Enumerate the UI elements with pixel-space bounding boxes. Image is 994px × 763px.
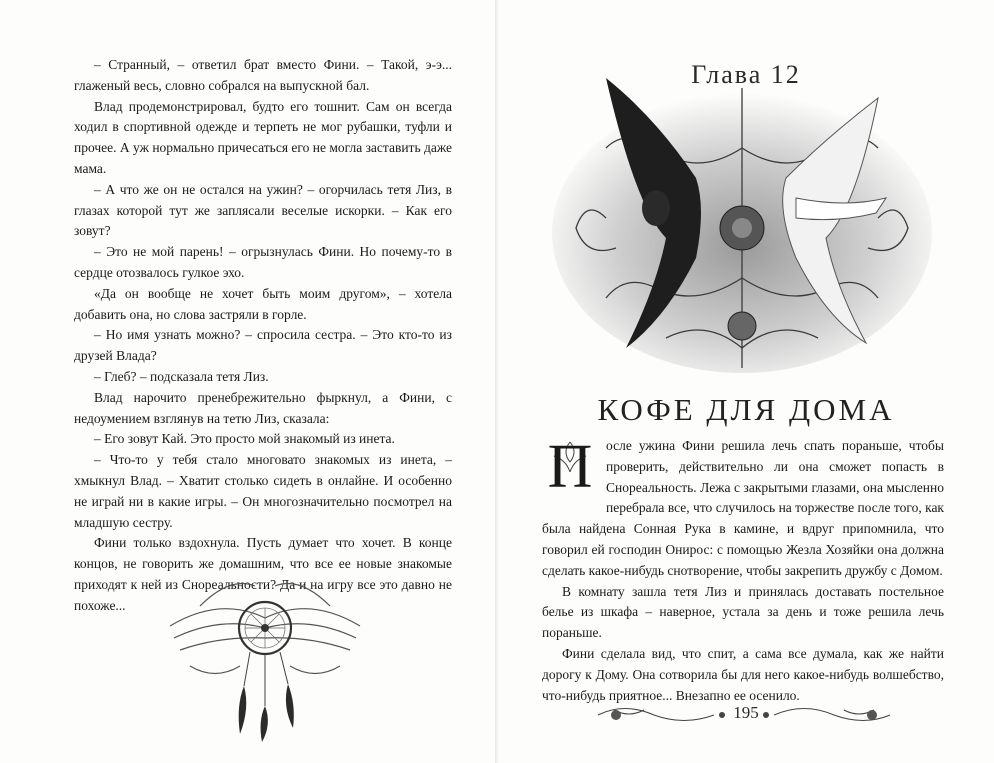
chapter-label: Глава 12 — [691, 60, 801, 89]
right-page-text — [542, 433, 944, 706]
paragraph: – А что же он не остался на ужин? – огорчилась тетя Лиз, в глазах которой тут же заплясали веселые искорки. – Как его зовут? — [74, 181, 452, 239]
first-paragraph — [542, 433, 944, 582]
paragraph: Фини сделала вид, что спит, а сама все думала, как же найти дорогу к Дому. Она сотворила бы для него какое-нибудь волшебство, что-нибудь приятное... Внезапно ее осенило. — [542, 645, 944, 703]
birds-and-flowers-illustration — [546, 58, 938, 376]
paragraph: – Странный, – ответил брат вместо Фини. – Такой, э-э... глаженый весь, словно собрался на выпускной бал. — [74, 57, 452, 93]
left-page — [0, 0, 496, 763]
paragraph: – Что-то у тебя стало многовато знакомых из инета, – хмыкнул Влад. – Хватит столько сидеть в онлайне. И особенно не играй ни в какие игры. – Он многозначительно посмотрел на младшую сестру. — [74, 452, 452, 530]
paragraph: – Это не мой парень! – огрызнулась Фини. Но почему-то в сердце отозвалось гулкое эхо. — [74, 244, 452, 280]
left-page-text — [74, 55, 452, 617]
paragraph: – Глеб? – подсказала тетя Лиз. — [94, 368, 269, 384]
paragraph: Влад продемонстрировал, будто его тошнит. Сам он всегда ходил в спортивной одежде и терпеть не мог рубашки, туфли и прочее. А уж нормально причесаться его не могла заставить даже мама. — [74, 98, 452, 176]
page-number: 195 — [733, 703, 759, 722]
right-page — [498, 0, 994, 763]
dropcap — [542, 433, 598, 504]
paragraph-text: осле ужина Фини решила лечь спать пораньше, чтобы проверить, действительно ли она сможет попасть в Снореальность. Лежа с закрытыми глазами, она мысленно перебрала все, что случилось на торжестве после того, как была найдена Сонная Рука в камине, и вдруг припомнила, что говорил ей господин Онирос: с помощью Жезла Хозяйки она должна сделать какое-нибудь снотворение, чтобы закрепить дружбу с Домом. — [542, 438, 944, 578]
paragraph: – Но имя узнать можно? – спросила сестра. – Это кто-то из друзей Влада? — [74, 327, 452, 364]
paragraph: В комнату зашла тетя Лиз и принялась доставать постельное белье из шкафа – наверное, устала за день и тоже решила лечь пораньше. — [542, 583, 944, 641]
dropcap-letter: П — [547, 433, 593, 501]
paragraph: – Его зовут Кай. Это просто мой знакомый из инета. — [94, 431, 395, 447]
paragraph: Влад нарочито пренебрежительно фыркнул, а Фини, с недоумением взглянув на тетю Лиз, сказала: — [74, 389, 452, 426]
paragraph: «Да он вообще не хочет быть моим другом», – хотела добавить она, но слова застряли в горле. — [74, 285, 452, 322]
chapter-title: КОФЕ ДЛЯ ДОМА — [597, 392, 895, 427]
dreamcatcher-icon — [160, 556, 370, 746]
paragraph: Фини только вздохнула. Пусть думает что хочет. В конце концов, не говорить же домашним, что все ее новые знакомые приходят к ней из Снореальности? Да и на игру все это давно не похоже... — [74, 535, 452, 613]
